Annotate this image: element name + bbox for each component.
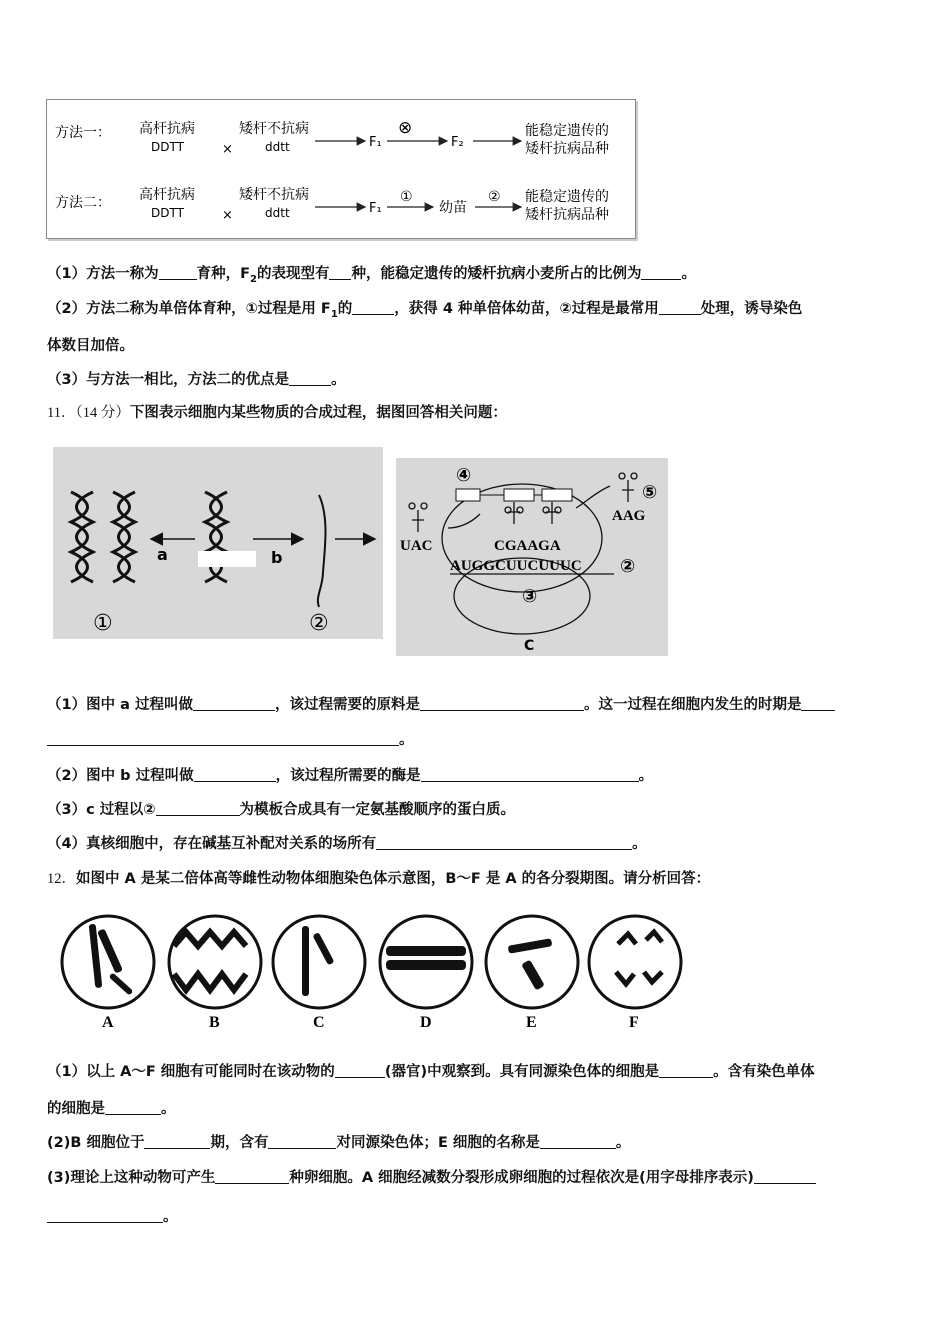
result-line1-2: 能稳定遗传的 [525,189,609,205]
process-b-label: b [271,548,283,567]
mrna-strand-icon [318,495,326,607]
blank[interactable] [144,1135,210,1149]
blank[interactable] [641,266,681,280]
dna-figure-svg [53,447,383,639]
double-helix-icon [71,492,227,582]
blank[interactable] [47,732,399,746]
cell-c [273,916,365,1008]
blank[interactable] [659,301,701,315]
cell-a [62,916,154,1008]
step2-symbol: ② [488,189,501,205]
cell-label-a: A [102,1014,114,1031]
blank[interactable] [159,266,197,280]
blank[interactable] [105,1101,161,1115]
cell-b [169,916,261,1008]
blank[interactable] [659,1064,713,1078]
method1-label: 方法一： [55,125,111,141]
trna-icon [409,473,637,532]
q10-part3: （3）与方法一相比，方法二的优点是 。 [47,372,346,388]
q12-part1: （1）以上 A～F 细胞有可能同时在该动物的 (器官)中观察到。具有同源染色体的细胞是 。含有染色单体 [47,1064,815,1080]
q10-part2-line2: 体数目加倍。 [47,338,134,354]
parent2-genotype: ddtt [265,140,290,154]
blank[interactable] [352,301,394,315]
blank[interactable] [335,1064,385,1078]
codons-top: CGAAGA [494,538,561,554]
q12-part2: (2)B 细胞位于 期，含有 对同源染色体；E 细胞的名称是 。 [47,1135,631,1151]
cell-label-e: E [526,1014,537,1031]
blank[interactable] [193,697,275,711]
step1-symbol: ① [400,189,413,205]
q11-part4: （4）真核细胞中，存在碱基互补配对关系的场所有 。 [47,836,647,852]
seedling-label: 幼苗 [439,200,467,216]
blank[interactable] [47,1209,163,1223]
protein-label-3: ③ [522,586,538,607]
q12-part3: (3)理论上这种动物可产生 种卵细胞。A 细胞经减数分裂形成卵细胞的过程依次是(用字母排序表示) [47,1166,816,1187]
cross-symbol-2: × [222,208,233,223]
mrna-label-2: ② [309,611,329,636]
anticodon-uac: UAC [400,538,433,554]
f1-label: F₁ [369,135,382,150]
q12-stem: 12．如图中 A 是某二倍体高等雌性动物体细胞染色体示意图，B～F 是 A 的各分裂期图。请分析回答： [47,871,711,887]
blank[interactable] [801,697,835,711]
parent2-genotype-2: ddtt [265,206,290,220]
translation-svg [396,458,668,656]
translation-figure [396,458,668,656]
cell-division-svg [58,912,688,1032]
blank[interactable] [376,836,632,850]
parent1-name: 高杆抗病 [139,121,195,137]
blank[interactable] [268,1135,336,1149]
figure-c-caption: C [524,638,535,654]
q12-part3-line2: 。 [47,1205,178,1226]
blank[interactable] [194,768,276,782]
cell-division-figure [58,912,688,1032]
cell-label-b: B [209,1014,220,1031]
f2-label: F₂ [451,135,464,150]
blank[interactable] [420,697,584,711]
cell-label-c: C [313,1014,325,1031]
q11-part1: （1）图中 a 过程叫做 ，该过程需要的原料是 。这一过程在细胞内发生的时期是 [47,693,835,714]
blank[interactable] [329,266,351,280]
cell-f [589,916,681,1008]
f1-label-2: F₁ [369,201,382,216]
q10-part1: （1）方法一称为 育种，$F_2$的表现型有 种，能稳定遗传的矮杆抗病小麦所占的比例为 。 [47,266,696,285]
q12-part1-line2: 的细胞是 。 [47,1101,176,1117]
cross-symbol: × [222,142,233,157]
dna-label-1: ① [93,611,113,636]
dna-replication-figure [53,447,383,639]
blank[interactable] [215,1170,289,1184]
q10-part2: （2）方法二称为单倍体育种，①过程是用 $F_1$的 ，获得 4 种单倍体幼苗，②过程是最常用 处理，诱导染色 [47,301,803,320]
blank[interactable] [421,768,639,782]
method2-label: 方法二： [55,195,111,211]
result-line2-2: 矮杆抗病品种 [525,207,609,223]
process-a-label: a [157,545,168,564]
blank[interactable] [754,1170,816,1184]
selfing-symbol: ⊗ [398,118,413,138]
mrna-sequence: AUGGCUUCUUUC [450,558,582,574]
parent2-name-2: 矮杆不抗病 [239,187,309,203]
ribosome-label-4: ④ [456,465,472,486]
cell-e [486,916,578,1008]
blank[interactable] [156,802,240,816]
breeding-methods-figure [46,99,636,239]
trna-label-5: ⑤ [642,482,658,503]
cell-label-d: D [420,1014,432,1031]
parent2-name: 矮杆不抗病 [239,121,309,137]
anticodon-aag: AAG [612,508,646,524]
parent1-name-2: 高杆抗病 [139,187,195,203]
cell-label-f: F [629,1014,639,1031]
q11-stem: 11．（14 分）下图表示细胞内某些物质的合成过程，据图回答相关问题： [47,405,507,421]
result-line1: 能稳定遗传的 [525,123,609,139]
breeding-methods-diagram [47,100,637,240]
blank[interactable] [289,372,331,386]
q11-part3: （3）c 过程以② 为模板合成具有一定氨基酸顺序的蛋白质。 [47,802,516,818]
q11-part2: （2）图中 b 过程叫做 ，该过程所需要的酶是 。 [47,768,654,784]
parent1-genotype: DDTT [151,140,184,154]
result-line2: 矮杆抗病品种 [525,141,609,157]
parent1-genotype-2: DDTT [151,206,184,220]
q11-part1-line2: 。 [47,728,414,749]
blank[interactable] [540,1135,616,1149]
mrna-label-2: ② [620,556,636,577]
